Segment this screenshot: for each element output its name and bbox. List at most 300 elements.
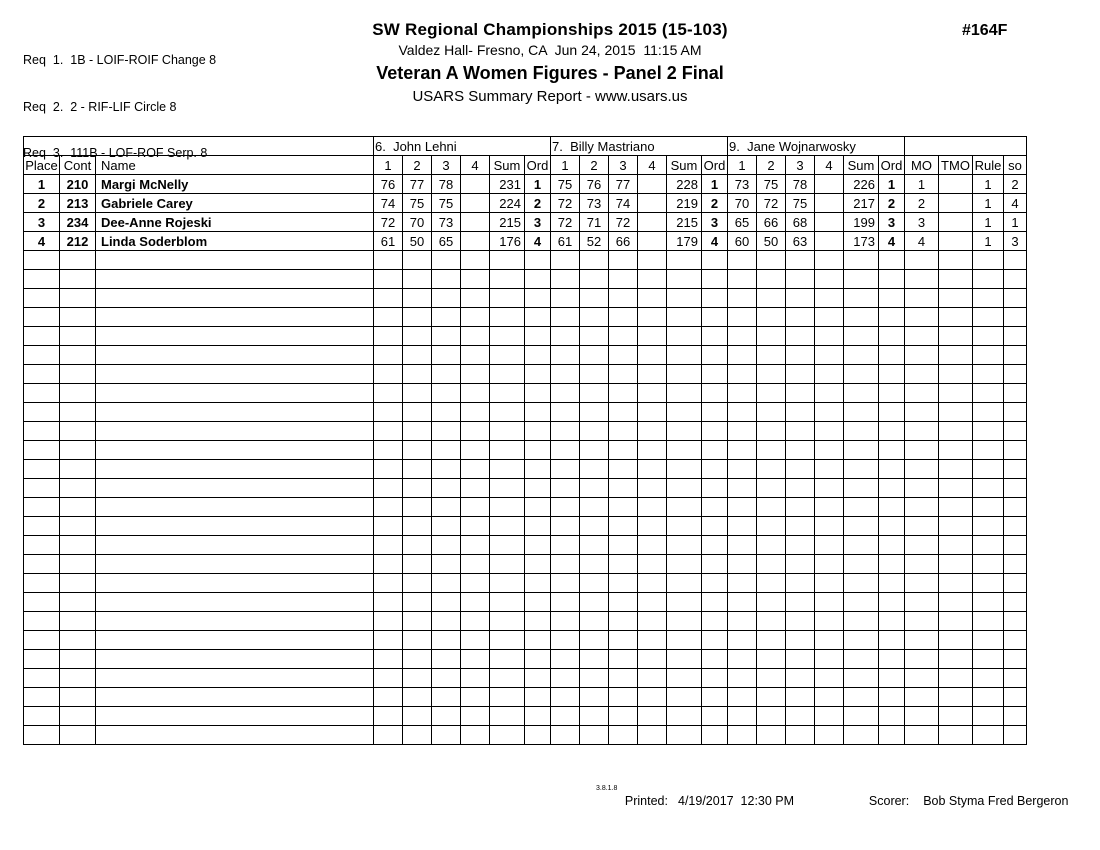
sum-cell: [844, 308, 879, 327]
score-cell: [403, 327, 432, 346]
name-cell: [96, 555, 374, 574]
sum-cell: [667, 460, 702, 479]
printed-label: Printed:: [624, 794, 668, 808]
sum-cell: 226: [844, 175, 879, 194]
ord-cell: [879, 460, 905, 479]
empty-row: [24, 593, 1027, 612]
name-cell: [96, 479, 374, 498]
score-cell: 74: [374, 194, 403, 213]
ord-cell: [879, 517, 905, 536]
sum-cell: [490, 555, 525, 574]
name-cell: [96, 612, 374, 631]
mo-cell: 4: [905, 232, 939, 251]
cont-cell: [60, 479, 96, 498]
score-cell: [432, 365, 461, 384]
ord-cell: 4: [879, 232, 905, 251]
score-cell: [461, 422, 490, 441]
rule-cell: [973, 593, 1004, 612]
score-cell: [786, 270, 815, 289]
requirement-line: Req 2. 2 - RIF-LIF Circle 8: [23, 99, 177, 114]
name-cell: [96, 707, 374, 726]
sum-cell: [844, 346, 879, 365]
score-cell: [786, 631, 815, 650]
name-cell: [96, 365, 374, 384]
scorer-label: Scorer:: [868, 794, 910, 808]
sum-cell: [490, 612, 525, 631]
printed-value: 4/19/2017 12:30 PM: [678, 794, 795, 808]
sum-cell: [844, 726, 879, 745]
results-table-body: [24, 137, 1027, 745]
score-cell: [757, 441, 786, 460]
empty-row: [24, 422, 1027, 441]
ord-cell: [525, 650, 551, 669]
sum-cell: [844, 707, 879, 726]
place-cell: [24, 574, 60, 593]
score-cell: [638, 213, 667, 232]
ord-cell: 1: [525, 175, 551, 194]
score-cell: [374, 536, 403, 555]
score-cell: [580, 308, 609, 327]
so-cell: 4: [1004, 194, 1027, 213]
score-cell: [786, 612, 815, 631]
score-cell: [815, 650, 844, 669]
score-cell: [728, 346, 757, 365]
score-cell: [609, 441, 638, 460]
score-cell: [432, 460, 461, 479]
ord-cell: [525, 517, 551, 536]
score-cell: [786, 536, 815, 555]
score-cell: [374, 327, 403, 346]
mo-cell: [905, 707, 939, 726]
score-cell: [609, 631, 638, 650]
score-cell: [638, 232, 667, 251]
score-cell: 76: [580, 175, 609, 194]
sum-cell: [667, 498, 702, 517]
score-cell: [432, 403, 461, 422]
mo-cell: [905, 384, 939, 403]
cont-cell: 213: [60, 194, 96, 213]
score-cell: [551, 289, 580, 308]
score-cell: [551, 669, 580, 688]
tmo-cell: [939, 669, 973, 688]
score-cell: [580, 555, 609, 574]
score-cell: [638, 441, 667, 460]
score-cell: [374, 365, 403, 384]
sum-cell: [667, 479, 702, 498]
score-cell: [728, 270, 757, 289]
score-cell: [815, 289, 844, 308]
score-cell: [580, 422, 609, 441]
ord-cell: [702, 517, 728, 536]
score-cell: [461, 517, 490, 536]
place-cell: [24, 270, 60, 289]
cont-cell: [60, 422, 96, 441]
score-cell: [374, 479, 403, 498]
sum-cell: [667, 384, 702, 403]
cont-cell: 234: [60, 213, 96, 232]
score-cell: [728, 707, 757, 726]
empty-row: [24, 517, 1027, 536]
score-cell: [728, 498, 757, 517]
score-cell: [757, 726, 786, 745]
score-cell: [551, 517, 580, 536]
rule-cell: [973, 441, 1004, 460]
score-cell: [638, 574, 667, 593]
score-cell: [432, 688, 461, 707]
ord-cell: 3: [525, 213, 551, 232]
ord-cell: [702, 574, 728, 593]
name-cell: [96, 327, 374, 346]
ord-cell: [525, 365, 551, 384]
score-cell: [815, 574, 844, 593]
name-cell: [96, 308, 374, 327]
score-cell: [609, 327, 638, 346]
score-cell: [551, 422, 580, 441]
score-cell: [432, 593, 461, 612]
score-cell: [374, 289, 403, 308]
place-cell: [24, 460, 60, 479]
score-cell: [551, 384, 580, 403]
ord-cell: [702, 593, 728, 612]
rule-cell: 1: [973, 175, 1004, 194]
score-cell: [638, 308, 667, 327]
empty-row: [24, 650, 1027, 669]
sum-cell: [844, 289, 879, 308]
name-cell: [96, 384, 374, 403]
sum-cell: [667, 422, 702, 441]
score-cell: 66: [609, 232, 638, 251]
score-cell: [461, 403, 490, 422]
sum-cell: [490, 403, 525, 422]
score-cell: [580, 593, 609, 612]
name-cell: [96, 688, 374, 707]
score-cell: [815, 726, 844, 745]
score-cell: [609, 251, 638, 270]
score-cell: [461, 574, 490, 593]
sum-cell: [844, 270, 879, 289]
sum-cell: 179: [667, 232, 702, 251]
score-cell: [728, 327, 757, 346]
score-cell: [580, 612, 609, 631]
sum-cell: 215: [490, 213, 525, 232]
score-cell: [609, 536, 638, 555]
score-cell: [815, 213, 844, 232]
score-cell: [374, 593, 403, 612]
score-cell: [551, 251, 580, 270]
report-header: [0, 20, 1100, 105]
place-cell: [24, 384, 60, 403]
ord-cell: [525, 289, 551, 308]
score-cell: [551, 631, 580, 650]
venue-date-line: Valdez Hall- Fresno, CA Jun 24, 2015 11:15 AM: [398, 42, 702, 58]
ord-cell: [525, 384, 551, 403]
score-cell: [609, 498, 638, 517]
score-cell: [728, 593, 757, 612]
tmo-cell: [939, 460, 973, 479]
sum-cell: 199: [844, 213, 879, 232]
score-cell: [638, 536, 667, 555]
name-cell: [96, 574, 374, 593]
score-cell: [609, 403, 638, 422]
ord-cell: 2: [525, 194, 551, 213]
name-cell: [96, 251, 374, 270]
rule-cell: [973, 251, 1004, 270]
score-cell: [728, 688, 757, 707]
ord-cell: [525, 707, 551, 726]
col-header-score: 4: [815, 156, 844, 175]
so-cell: [1004, 308, 1027, 327]
ord-cell: [525, 726, 551, 745]
sum-cell: [844, 650, 879, 669]
empty-row: [24, 403, 1027, 422]
score-cell: [757, 612, 786, 631]
score-cell: [609, 555, 638, 574]
score-cell: [403, 669, 432, 688]
score-cell: 61: [374, 232, 403, 251]
score-cell: [728, 365, 757, 384]
score-cell: [638, 460, 667, 479]
ord-cell: [525, 422, 551, 441]
col-header-sum: Sum: [844, 156, 879, 175]
sum-cell: [667, 327, 702, 346]
sum-cell: [490, 650, 525, 669]
score-cell: [638, 346, 667, 365]
col-header-sum: Sum: [490, 156, 525, 175]
place-cell: [24, 441, 60, 460]
score-cell: [638, 593, 667, 612]
score-cell: [374, 707, 403, 726]
sum-cell: [490, 688, 525, 707]
rule-cell: 1: [973, 213, 1004, 232]
score-cell: 70: [728, 194, 757, 213]
score-cell: [609, 479, 638, 498]
so-cell: 1: [1004, 213, 1027, 232]
ord-cell: [702, 650, 728, 669]
sum-cell: [844, 593, 879, 612]
ord-cell: [702, 707, 728, 726]
col-header-tmo: TMO: [939, 156, 973, 175]
tmo-cell: [939, 327, 973, 346]
results-table: [23, 136, 1027, 745]
score-cell: [815, 327, 844, 346]
sum-cell: [490, 707, 525, 726]
ord-cell: [525, 498, 551, 517]
score-cell: [609, 688, 638, 707]
ord-cell: 2: [702, 194, 728, 213]
cont-cell: [60, 593, 96, 612]
judge-name-2: 7. Billy Mastriano: [551, 137, 728, 156]
score-cell: [461, 327, 490, 346]
score-cell: [580, 536, 609, 555]
score-cell: [403, 555, 432, 574]
ord-cell: [702, 270, 728, 289]
ord-cell: [879, 422, 905, 441]
sum-cell: 173: [844, 232, 879, 251]
score-cell: [432, 479, 461, 498]
name-cell: [96, 289, 374, 308]
empty-row: [24, 251, 1027, 270]
score-cell: [786, 669, 815, 688]
ord-cell: [525, 669, 551, 688]
score-cell: [786, 346, 815, 365]
score-cell: [757, 479, 786, 498]
tmo-cell: [939, 403, 973, 422]
sum-cell: [844, 612, 879, 631]
judge-name-1: 6. John Lehni: [374, 137, 551, 156]
place-cell: 2: [24, 194, 60, 213]
empty-row: [24, 574, 1027, 593]
score-cell: [580, 650, 609, 669]
so-cell: [1004, 612, 1027, 631]
name-cell: [96, 346, 374, 365]
score-cell: [432, 384, 461, 403]
place-cell: [24, 308, 60, 327]
col-header-score: 1: [728, 156, 757, 175]
score-cell: [580, 726, 609, 745]
empty-row: [24, 479, 1027, 498]
so-cell: [1004, 726, 1027, 745]
score-cell: [786, 593, 815, 612]
name-cell: Linda Soderblom: [96, 232, 374, 251]
ord-cell: [525, 479, 551, 498]
ord-cell: [879, 669, 905, 688]
rule-cell: [973, 308, 1004, 327]
score-cell: [461, 593, 490, 612]
rule-cell: [973, 726, 1004, 745]
score-cell: [432, 346, 461, 365]
score-cell: [757, 631, 786, 650]
so-cell: [1004, 365, 1027, 384]
sum-cell: [667, 574, 702, 593]
score-cell: [815, 536, 844, 555]
place-cell: [24, 669, 60, 688]
tmo-cell: [939, 707, 973, 726]
judge-header-row: [24, 137, 1027, 156]
sum-cell: [844, 479, 879, 498]
score-cell: [580, 498, 609, 517]
mo-cell: [905, 726, 939, 745]
score-cell: [580, 441, 609, 460]
score-cell: [461, 270, 490, 289]
so-cell: 3: [1004, 232, 1027, 251]
score-cell: [757, 555, 786, 574]
tmo-cell: [939, 346, 973, 365]
score-cell: 76: [374, 175, 403, 194]
score-cell: [432, 650, 461, 669]
sum-cell: [844, 251, 879, 270]
score-cell: 72: [374, 213, 403, 232]
name-cell: Margi McNelly: [96, 175, 374, 194]
score-cell: [638, 194, 667, 213]
score-cell: [786, 479, 815, 498]
score-cell: [432, 669, 461, 688]
col-header-ord: Ord: [525, 156, 551, 175]
score-cell: 74: [609, 194, 638, 213]
place-cell: 4: [24, 232, 60, 251]
score-cell: [403, 688, 432, 707]
sum-cell: 228: [667, 175, 702, 194]
score-cell: [638, 612, 667, 631]
col-header-name: Name: [96, 156, 374, 175]
cont-cell: [60, 365, 96, 384]
judge-header-spacer-left: [24, 137, 374, 156]
score-cell: [461, 251, 490, 270]
ord-cell: [525, 574, 551, 593]
name-cell: [96, 441, 374, 460]
cont-cell: [60, 289, 96, 308]
ord-cell: [702, 612, 728, 631]
sum-cell: [667, 726, 702, 745]
ord-cell: [702, 441, 728, 460]
ord-cell: [702, 669, 728, 688]
score-cell: [638, 422, 667, 441]
mo-cell: [905, 327, 939, 346]
tmo-cell: [939, 612, 973, 631]
score-cell: [403, 650, 432, 669]
score-cell: [580, 574, 609, 593]
score-cell: [580, 327, 609, 346]
name-cell: [96, 650, 374, 669]
score-cell: [432, 612, 461, 631]
mo-cell: [905, 574, 939, 593]
score-cell: [728, 384, 757, 403]
sum-cell: [667, 308, 702, 327]
score-cell: [461, 194, 490, 213]
tmo-cell: [939, 479, 973, 498]
mo-cell: [905, 612, 939, 631]
score-cell: [551, 650, 580, 669]
score-cell: [786, 498, 815, 517]
score-cell: [580, 403, 609, 422]
score-cell: [403, 384, 432, 403]
score-cell: [638, 403, 667, 422]
score-cell: 75: [786, 194, 815, 213]
score-cell: [432, 441, 461, 460]
score-cell: [551, 593, 580, 612]
col-header-score: 3: [432, 156, 461, 175]
score-cell: 60: [728, 232, 757, 251]
score-cell: [638, 650, 667, 669]
rule-cell: [973, 688, 1004, 707]
ord-cell: 4: [702, 232, 728, 251]
scorer-value: Bob Styma Fred Bergeron: [923, 794, 1069, 808]
tmo-cell: [939, 517, 973, 536]
score-cell: [786, 384, 815, 403]
score-cell: [728, 631, 757, 650]
sum-cell: [844, 498, 879, 517]
score-cell: [580, 517, 609, 536]
cont-cell: [60, 536, 96, 555]
mo-cell: [905, 688, 939, 707]
score-cell: [551, 460, 580, 479]
ord-cell: [702, 536, 728, 555]
score-cell: [757, 365, 786, 384]
sum-cell: [490, 289, 525, 308]
score-cell: 65: [728, 213, 757, 232]
col-header-score: 3: [786, 156, 815, 175]
rule-cell: [973, 555, 1004, 574]
score-cell: [815, 403, 844, 422]
score-cell: [609, 346, 638, 365]
score-cell: [815, 422, 844, 441]
ord-cell: [525, 403, 551, 422]
score-cell: [815, 365, 844, 384]
judge-header-spacer-right: [905, 137, 1027, 156]
score-cell: 72: [551, 194, 580, 213]
score-cell: [728, 726, 757, 745]
sum-cell: [667, 270, 702, 289]
score-cell: 78: [786, 175, 815, 194]
